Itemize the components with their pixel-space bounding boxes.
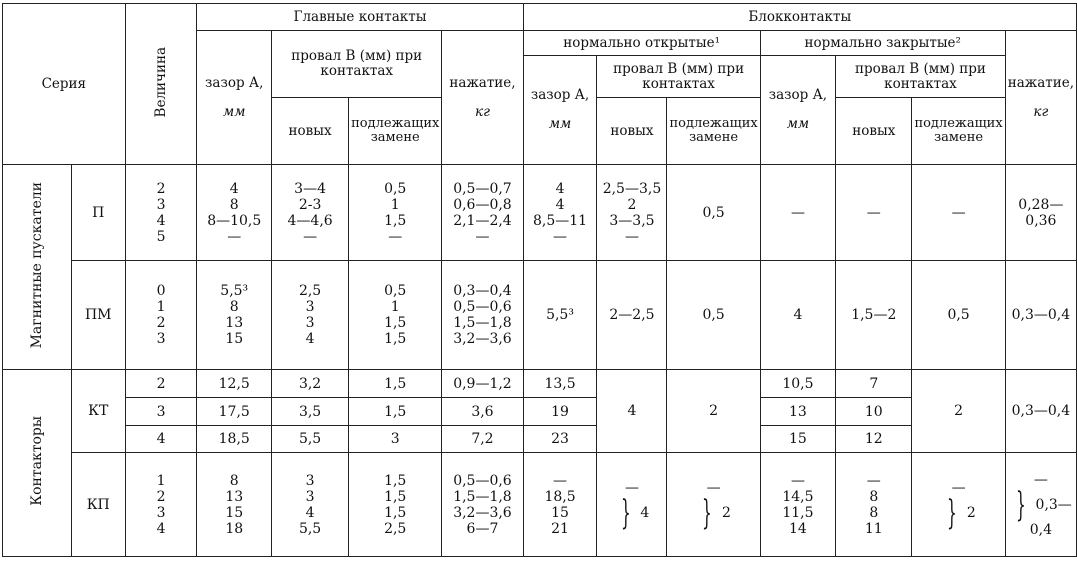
header-main-gap [197, 31, 272, 165]
size-cell: 1 2 3 4 [125, 453, 197, 557]
no-replace-cell: 0,5 [667, 261, 760, 370]
header-main-pressure-label: нажатие, [449, 74, 516, 91]
new-cell: 3,5 [272, 398, 349, 426]
brace-mark: } [620, 492, 631, 533]
nc-replace-cell [912, 453, 1005, 557]
header-no-gap [523, 56, 597, 165]
header-main-pressure-unit: кг [475, 103, 490, 120]
no-new-cell [597, 453, 667, 557]
dash-mark: — [706, 479, 721, 496]
gap-cell: 4 8 8—10,5 — [197, 165, 272, 261]
header-block-contacts: Блокконтакты [523, 4, 1076, 31]
gap-cell: 18,5 [197, 426, 272, 453]
replace-cell: 1,5 [349, 370, 442, 398]
header-main-gap-unit: мм [223, 103, 246, 120]
nc-new-cell: 10 [836, 398, 912, 426]
series-cell: КП [71, 453, 125, 557]
dash-mark: — [866, 472, 881, 489]
no-replace-cell: 2 [667, 370, 760, 453]
header-nc-gap-unit: мм [786, 116, 810, 132]
group-contactors-text: Контакторы [28, 416, 45, 506]
gap-cell: 5,5³ 8 13 15 [197, 261, 272, 370]
header-nc-proval: провал В (мм) при контактах [836, 56, 1006, 98]
size-cell: 4 [125, 426, 197, 453]
nc-new-cell: — [836, 165, 912, 261]
pressure-cell: 0,5—0,7 0,6—0,8 2,1—2,4 — [442, 165, 523, 261]
new-cell: 3 3 4 5,5 [272, 453, 349, 557]
nc-new-values: 8 8 11 [864, 488, 883, 537]
header-no-proval: провал В (мм) при контактах [597, 56, 760, 98]
pressure-cell: 3,6 [442, 398, 523, 426]
header-main-proval: провал В (мм) при контактах [272, 31, 442, 98]
no-replace-cell: 0,5 [667, 165, 760, 261]
nc-new-cell [836, 453, 912, 557]
size-cell: 2 3 4 5 [125, 165, 197, 261]
header-size [125, 4, 197, 165]
brace-mark: } [702, 492, 712, 533]
gap-cell: 8 13 15 18 [197, 453, 272, 557]
nc-new-cell: 7 [836, 370, 912, 398]
table-row [3, 370, 1077, 398]
header-block-pressure-unit: кг [1033, 103, 1049, 120]
nc-gap-cell: 10,5 [760, 370, 835, 398]
new-cell: 5,5 [272, 426, 349, 453]
no-gap-cell: 13,5 [523, 370, 597, 398]
series-cell: КТ [71, 370, 125, 453]
nc-replace-cell: 0,5 [912, 261, 1005, 370]
no-gap-cell [523, 453, 597, 557]
header-nc-gap-label: зазор А, [768, 87, 828, 103]
new-cell: 3—4 2-3 4—4,6 — [272, 165, 349, 261]
block-pressure-cell: 0,3—0,4 [1005, 261, 1076, 370]
header-nc-replace: подлежащих замене [912, 98, 1005, 165]
header-block-pressure-label: нажатие, [1007, 74, 1074, 91]
header-main-contacts: Главные контакты [197, 4, 523, 31]
header-normally-open: нормально открытые¹ [523, 31, 760, 56]
group-magnetic-text: Магнитные пускатели [28, 181, 45, 349]
block-pressure-value: 0,3—0,4 [1029, 496, 1072, 538]
no-new-cell: 2,5—3,5 2 3—3,5 — [597, 165, 667, 261]
new-cell: 2,5 3 3 4 [272, 261, 349, 370]
no-replace-cell [667, 453, 760, 557]
no-new-cell: 4 [597, 370, 667, 453]
replace-cell: 1,5 1,5 1,5 2,5 [349, 453, 442, 557]
series-cell: П [71, 165, 125, 261]
brace-mark: } [947, 492, 957, 533]
dash-mark: — [1033, 471, 1048, 488]
nc-new-cell: 12 [836, 426, 912, 453]
header-no-gap-label: зазор А, [530, 87, 590, 103]
pressure-cell: 7,2 [442, 426, 523, 453]
pressure-cell: 0,3—0,4 0,5—0,6 1,5—1,8 3,2—3,6 [442, 261, 523, 370]
header-size-text: Величина [152, 46, 169, 118]
dash-mark: — [951, 479, 966, 496]
header-block-pressure [1005, 31, 1076, 165]
no-new-cell: 2—2,5 [597, 261, 667, 370]
header-normally-closed: нормально закрытые² [760, 31, 1005, 56]
block-pressure-cell: 0,28—0,36 [1005, 165, 1076, 261]
size-cell: 3 [125, 398, 197, 426]
size-cell: 0 1 2 3 [125, 261, 197, 370]
nc-gap-cell [760, 453, 835, 557]
dash-mark: — [790, 472, 805, 489]
table-row [3, 261, 1077, 370]
gap-cell: 17,5 [197, 398, 272, 426]
nc-new-cell: 1,5—2 [836, 261, 912, 370]
nc-gap-cell: — [760, 165, 835, 261]
group-magnetic [3, 165, 72, 370]
no-gap-cell: 4 4 8,5—11 — [523, 165, 597, 261]
dash-mark: — [553, 472, 568, 489]
nc-replace-cell: — [912, 165, 1005, 261]
no-replace-value: 2 [721, 504, 731, 521]
header-no-gap-unit: мм [548, 116, 572, 132]
no-gap-values: 18,5 15 21 [544, 488, 576, 537]
group-contactors [3, 370, 72, 557]
header-nc-gap [760, 56, 835, 165]
table-row [3, 453, 1077, 557]
replace-cell: 3 [349, 426, 442, 453]
header-nc-new: новых [836, 98, 912, 165]
block-pressure-cell [1005, 453, 1076, 557]
dash-mark: — [624, 479, 639, 496]
header-main-new: новых [272, 98, 349, 165]
nc-replace-value: 2 [966, 504, 976, 521]
header-main-pressure [442, 31, 523, 165]
header-no-replace: подлежащих замене [667, 98, 760, 165]
pressure-cell: 0,9—1,2 [442, 370, 523, 398]
no-gap-cell: 5,5³ [523, 261, 597, 370]
nc-gap-values: 14,5 11,5 14 [782, 488, 814, 537]
block-pressure-cell: 0,3—0,4 [1005, 370, 1076, 453]
no-new-value: 4 [640, 504, 650, 521]
new-cell: 3,2 [272, 370, 349, 398]
nc-replace-cell: 2 [912, 370, 1005, 453]
nc-gap-cell: 15 [760, 426, 835, 453]
replace-cell: 1,5 [349, 398, 442, 426]
replace-cell: 0,5 1 1,5 — [349, 165, 442, 261]
header-main-gap-label: зазор А, [205, 74, 264, 91]
table-row [3, 165, 1077, 261]
no-gap-cell: 23 [523, 426, 597, 453]
no-gap-cell: 19 [523, 398, 597, 426]
pressure-cell: 0,5—0,6 1,5—1,8 3,2—3,6 6—7 [442, 453, 523, 557]
header-no-new: новых [597, 98, 667, 165]
size-cell: 2 [125, 370, 197, 398]
nc-gap-cell: 4 [760, 261, 835, 370]
brace-mark: } [1015, 484, 1026, 525]
header-main-replace: подлежащих замене [349, 98, 442, 165]
gap-cell: 12,5 [197, 370, 272, 398]
header-series: Серия [3, 4, 126, 165]
nc-gap-cell: 13 [760, 398, 835, 426]
replace-cell: 0,5 1 1,5 1,5 [349, 261, 442, 370]
series-cell: ПМ [71, 261, 125, 370]
contacts-table [2, 3, 1077, 557]
